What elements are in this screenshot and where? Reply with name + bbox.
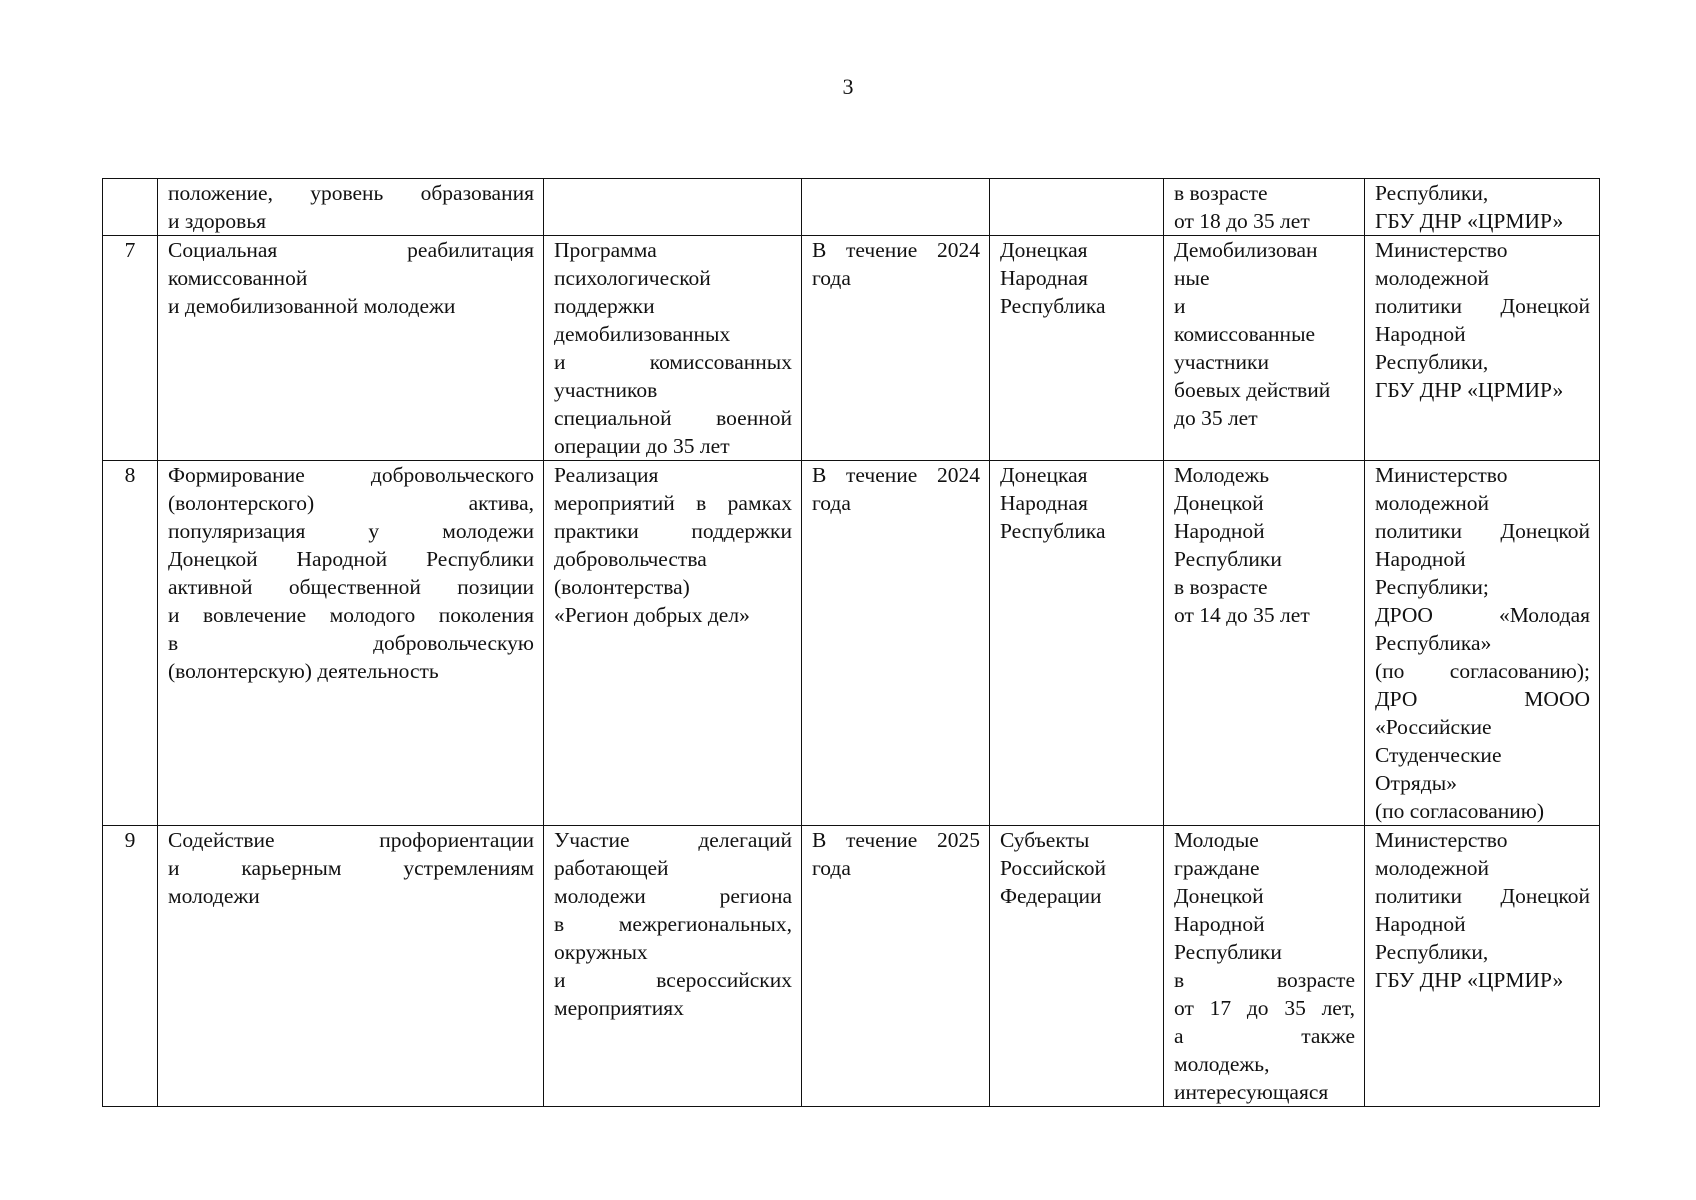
responsible-line: политики Донецкой [1375,519,1590,543]
responsible-line: Народной [1375,322,1466,346]
participants-line: Донецкой [1174,491,1264,515]
responsible-line: Республики; [1375,575,1489,599]
form-cell [544,826,802,1107]
participants-cell [1164,179,1365,236]
place-line: Республика [1000,519,1106,543]
page-number: 3 [842,74,854,99]
row-number: 8 [124,463,136,487]
event-cell [158,179,544,236]
responsible-line: ДРОО «Молодая [1375,603,1590,627]
responsible-line: Отряды» [1375,771,1457,795]
participants-line: ные [1174,266,1210,290]
participants-line: Молодежь [1174,463,1270,487]
responsible-line: (по согласованию) [1375,799,1545,823]
responsible-line: Республика» [1375,631,1492,655]
participants-cell [1164,461,1365,826]
place-cell [990,236,1164,461]
participants-line: Народной [1174,519,1265,543]
responsible-line: ГБУ ДНР «ЦРМИР» [1375,209,1564,233]
place-line: Субъекты [1000,828,1090,852]
table-row [103,461,1600,826]
event-line: положение, уровень образования [168,181,534,205]
responsible-line: молодежной [1375,856,1490,880]
event-line: комиссованной [168,266,308,290]
form-line: в межрегиональных, [554,912,792,936]
participants-line: граждане [1174,856,1260,880]
row-number-cell [103,826,158,1107]
responsible-line: Республики, [1375,181,1489,205]
period-cell [802,461,990,826]
event-cell [158,461,544,826]
participants-line: в возрасте [1174,575,1268,599]
form-cell [544,461,802,826]
form-line: участников [554,378,658,402]
form-line: Программа [554,238,657,262]
youth-policy-table [102,178,1600,1107]
participants-line: интересующаяся [1174,1080,1329,1104]
responsible-line: Народной [1375,547,1466,571]
participants-line: Молодые [1174,828,1259,852]
participants-line: от 17 до 35 лет, [1174,996,1355,1020]
event-line: и карьерным устремлениям [168,856,534,880]
participants-line: от 18 до 35 лет [1174,209,1310,233]
responsible-line: Министерство [1375,463,1508,487]
participants-line: участники [1174,350,1270,374]
responsible-cell [1365,236,1600,461]
form-cell [544,179,802,236]
form-line: демобилизованных [554,322,731,346]
participants-line: до 35 лет [1174,406,1258,430]
place-line: Федерации [1000,884,1102,908]
responsible-line: ГБУ ДНР «ЦРМИР» [1375,378,1564,402]
event-line: Содействие профориентации [168,828,534,852]
event-line: и демобилизованной молодежи [168,294,456,318]
form-line: практики поддержки [554,519,792,543]
participants-line: Республики [1174,547,1282,571]
form-line: (волонтерства) [554,575,690,599]
place-cell [990,826,1164,1107]
row-number-cell [103,461,158,826]
form-line: добровольчества [554,547,707,571]
period-line: В течение 2024 [812,463,980,487]
place-line: Российской [1000,856,1106,880]
participants-line: боевых действий [1174,378,1331,402]
event-line: и здоровья [168,209,267,233]
period-line: года [812,491,851,515]
responsible-line: Министерство [1375,238,1508,262]
responsible-line: (по согласованию); [1375,659,1590,683]
period-cell [802,236,990,461]
event-line: Социальная реабилитация [168,238,534,262]
responsible-line: Республики, [1375,940,1489,964]
responsible-line: молодежной [1375,491,1490,515]
responsible-line: политики Донецкой [1375,884,1590,908]
place-cell [990,461,1164,826]
form-cell [544,236,802,461]
period-line: года [812,856,851,880]
form-line: специальной военной [554,406,792,430]
period-line: В течение 2025 [812,828,980,852]
responsible-line: ДРО МООО [1375,687,1590,711]
participants-line: молодежь, [1174,1052,1270,1076]
form-line: мероприятий в рамках [554,491,792,515]
responsible-line: политики Донецкой [1375,294,1590,318]
period-cell [802,826,990,1107]
form-line: молодежи региона [554,884,792,908]
participants-line: и [1174,294,1186,318]
table-row [103,179,1600,236]
responsible-line: Народной [1375,912,1466,936]
responsible-cell [1365,179,1600,236]
place-line: Республика [1000,294,1106,318]
row-number: 7 [124,238,136,262]
participants-line: в возрасте [1174,181,1268,205]
participants-line: а также [1174,1024,1355,1048]
form-line: и комиссованных [554,350,792,374]
event-line: активной общественной позиции [168,575,534,599]
form-line: операции до 35 лет [554,434,730,458]
row-number: 9 [124,828,136,852]
participants-cell [1164,236,1365,461]
place-line: Народная [1000,491,1088,515]
row-number-cell [103,236,158,461]
row-number-cell [103,179,158,236]
participants-line: комиссованные [1174,322,1316,346]
event-line: молодежи [168,884,260,908]
form-line: и всероссийских [554,968,792,992]
participants-line: Демобилизован [1174,238,1318,262]
period-line: В течение 2024 [812,238,980,262]
form-line: психологической [554,266,711,290]
responsible-line: Республики, [1375,350,1489,374]
participants-line: от 14 до 35 лет [1174,603,1310,627]
form-line: Реализация [554,463,659,487]
responsible-line: молодежной [1375,266,1490,290]
form-line: окружных [554,940,648,964]
form-line: работающей [554,856,669,880]
event-line: Донецкой Народной Республики [168,547,534,571]
form-line: мероприятиях [554,996,684,1020]
table-row [103,236,1600,461]
participants-line: Республики [1174,940,1282,964]
event-cell [158,826,544,1107]
responsible-cell [1365,826,1600,1107]
participants-line: Народной [1174,912,1265,936]
event-line: и вовлечение молодого поколения [168,603,534,627]
participants-cell [1164,826,1365,1107]
responsible-line: «Российские [1375,715,1492,739]
responsible-line: Министерство [1375,828,1508,852]
event-cell [158,236,544,461]
place-cell [990,179,1164,236]
table-row [103,826,1600,1107]
event-line: (волонтерскую) деятельность [168,659,439,683]
event-line: Формирование добровольческого [168,463,534,487]
event-line: популяризация у молодежи [168,519,534,543]
period-cell [802,179,990,236]
event-line: (волонтерского) актива, [168,491,534,515]
participants-line: Донецкой [1174,884,1264,908]
place-line: Донецкая [1000,238,1088,262]
event-line: в добровольческую [168,631,534,655]
responsible-line: ГБУ ДНР «ЦРМИР» [1375,968,1564,992]
place-line: Народная [1000,266,1088,290]
form-line: поддержки [554,294,655,318]
period-line: года [812,266,851,290]
form-line: Участие делегаций [554,828,792,852]
participants-line: в возрасте [1174,968,1355,992]
responsible-line: Студенческие [1375,743,1502,767]
form-line: «Регион добрых дел» [554,603,750,627]
responsible-cell [1365,461,1600,826]
place-line: Донецкая [1000,463,1088,487]
